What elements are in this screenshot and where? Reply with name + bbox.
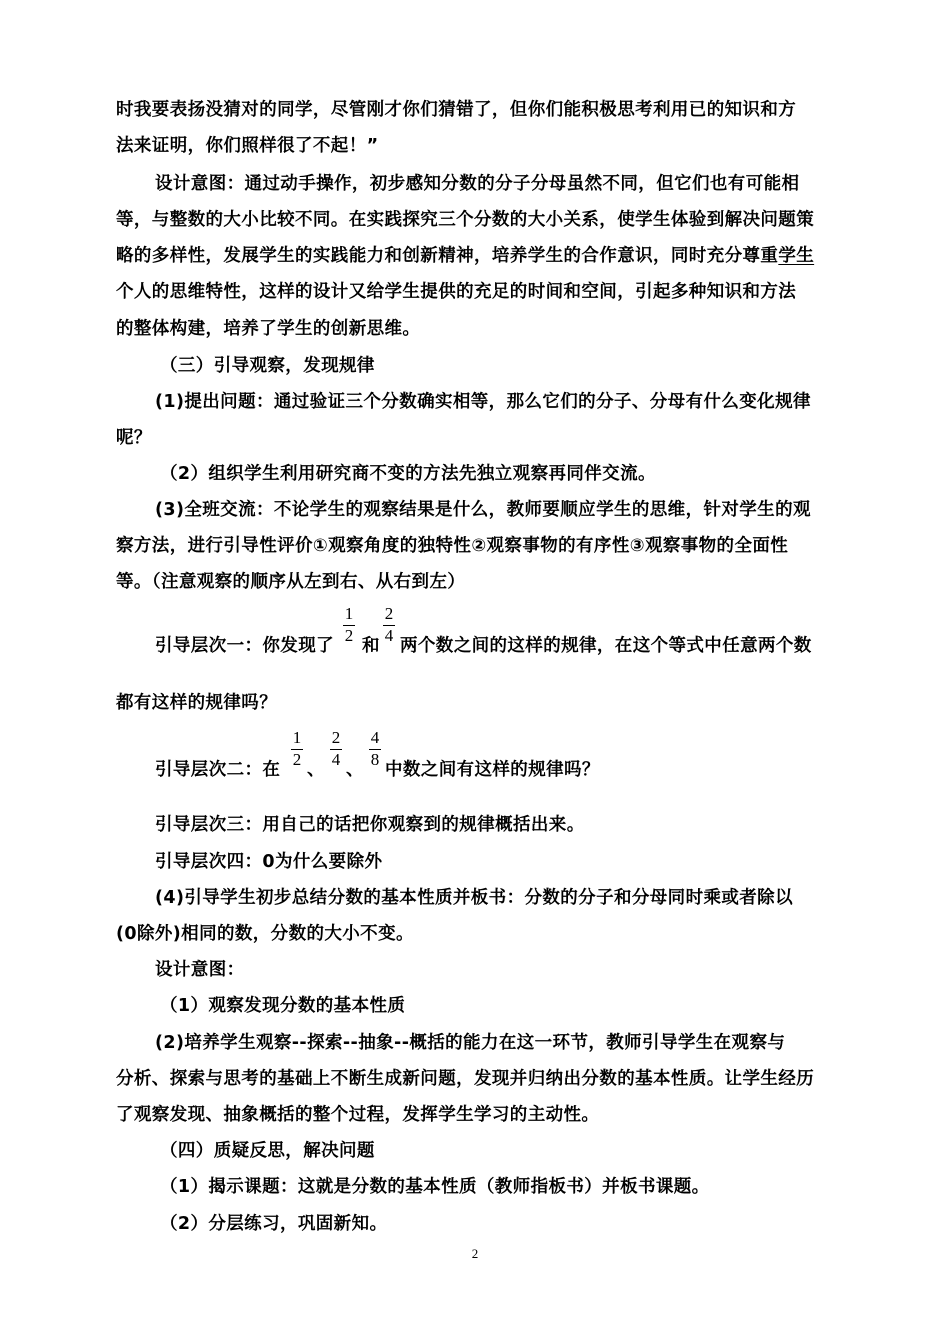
fraction-numerator: 2 (331, 728, 341, 747)
fraction-numerator: 4 (370, 728, 380, 747)
fraction-denominator: 4 (331, 750, 341, 769)
text-run: 两个数之间的这样的规律，在这个等式中任意两个数 (400, 636, 812, 656)
paragraph-line: 察方法，进行引导性评价①观察角度的独特性②观察事物的有序性③观察事物的全面性 (116, 536, 789, 556)
paragraph-line: （1）观察发现分数的基本性质 (160, 996, 406, 1016)
paragraph-line: (0除外)相同的数，分数的大小不变。 (116, 924, 414, 944)
paragraph-line: 等，与整数的大小比较不同。在实践探究三个分数的大小关系，使学生体验到解决问题策 (116, 210, 815, 230)
fraction-numerator: 1 (292, 728, 302, 747)
paragraph-line: 了观察发现、抽象概括的整个过程，发挥学生学习的主动性。 (116, 1105, 600, 1125)
text-run: 和 (362, 636, 380, 656)
paragraph-line: 个人的思维特性，这样的设计又给学生提供的充足的时间和空间，引起多种知识和方法 (116, 282, 797, 302)
paragraph-line: 时我要表扬没猜对的同学，尽管刚才你们猜错了，但你们能积极思考利用已的知识和方 (116, 100, 797, 120)
fraction-numerator: 1 (344, 604, 354, 623)
fraction (368, 728, 382, 770)
paragraph-line (116, 244, 840, 268)
text-run: 略的多样性，发展学生的实践能力和创新精神，培养学生的合作意识，同时充分尊重 (116, 246, 779, 266)
paragraph-line: 设计意图：通过动手操作，初步感知分数的分子分母虽然不同，但它们也有可能相 (155, 174, 800, 194)
fraction-denominator: 4 (384, 626, 394, 645)
text-run: 引导层次一：你发现了 (155, 636, 334, 656)
text-run: 引导层次二：在 (155, 760, 281, 780)
fraction-denominator: 2 (292, 750, 302, 769)
paragraph-line: 引导层次四：0为什么要除外 (155, 852, 383, 872)
paragraph-line: (2)培养学生观察--探索--抽象--概括的能力在这一环节，教师引导学生在观察与 (155, 1033, 786, 1053)
fraction (290, 728, 304, 770)
text-run: 、 (307, 760, 325, 780)
fraction (329, 728, 343, 770)
paragraph-line: 等。（注意观察的顺序从左到右、从右到左） (116, 572, 466, 592)
paragraph-line: 设计意图： (155, 960, 245, 980)
paragraph-line: 分析、探索与思考的基础上不断生成新问题，发现并归纳出分数的基本性质。让学生经历 (116, 1069, 815, 1089)
underlined-text: 学生 (778, 246, 815, 266)
fraction-denominator: 8 (370, 750, 380, 769)
paragraph-line: 引导层次三：用自己的话把你观察到的规律概括出来。 (155, 815, 585, 835)
paragraph-line: 都有这样的规律吗？ (116, 693, 278, 713)
page-number: 2 (471, 1246, 479, 1261)
fraction-denominator: 2 (344, 626, 354, 645)
section-heading: （四）质疑反思，解决问题 (160, 1141, 375, 1161)
paragraph-line: (1)提出问题：通过验证三个分数确实相等，那么它们的分子、分母有什么变化规律 (155, 392, 811, 412)
fraction (382, 604, 396, 646)
text-run: 中数之间有这样的规律吗？ (385, 760, 600, 780)
text-run: 、 (346, 760, 364, 780)
paragraph-line: 的整体构建，培养了学生的创新思维。 (116, 319, 421, 339)
paragraph-line: （1）揭示课题：这就是分数的基本性质（教师指板书）并板书课题。 (160, 1177, 710, 1197)
section-heading: （三）引导观察，发现规律 (160, 356, 375, 376)
paragraph-line: （2）组织学生利用研究商不变的方法先独立观察再同伴交流。 (160, 464, 656, 484)
paragraph-line: （2）分层练习，巩固新知。 (160, 1214, 388, 1234)
paragraph-line: (4)引导学生初步总结分数的基本性质并板书：分数的分子和分母同时乘或者除以 (155, 888, 793, 908)
paragraph-line: 呢？ (116, 428, 152, 448)
fraction (342, 604, 356, 646)
paragraph-line: 法来证明，你们照样很了不起！” (116, 136, 379, 156)
fraction-numerator: 2 (384, 604, 394, 623)
paragraph-line: (3)全班交流：不论学生的观察结果是什么，教师要顺应学生的思维，针对学生的观 (155, 500, 811, 520)
